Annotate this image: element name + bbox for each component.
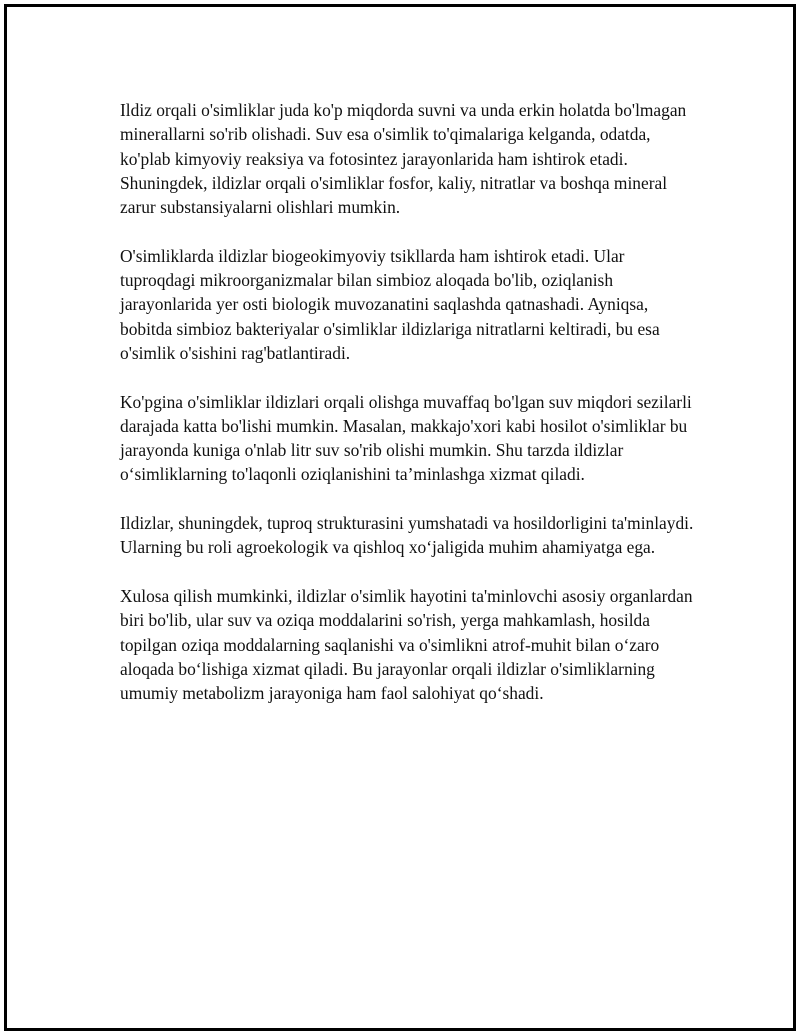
paragraph-3: Ko'pgina o'simliklar ildizlari orqali olishga muvaffaq bo'lgan suv miqdori sezilarli darajada katta bo'lishi mumkin. Masalan, makkajo'xori kabi hosilot o'simliklar bu jarayonda kuniga o'nlab litr suv so'rib olishi mumkin. Shu tarzda ildizlar o‘simliklarning to'laqonli oziqlanishini ta’minlashga xizmat qiladi. (120, 391, 692, 485)
document-body (120, 98, 695, 730)
paragraph-4: Ildizlar, shuningdek, tuproq strukturasini yumshatadi va hosildorligini ta'minlaydi. Ularning bu roli agroekologik va qishloq xo‘jaligida muhim ahamiyatga ega. (120, 513, 694, 558)
paragraph-2: O'simliklarda ildizlar biogeokimyoviy tsikllarda ham ishtirok etadi. Ular tuproqdagi mikroorganizmalar bilan simbioz aloqada bo'lib, oziqlanish jarayonlarida yer osti biologik muvozanatini saqlashda qatnashadi. Ayniqsa, bobitda simbioz bakteriyalar o'simliklar ildizlariga nitratlarni keltiradi, bu esa o'simlik o'sishini rag'batlantiradi. (120, 245, 660, 363)
paragraph-5: Xulosa qilish mumkinki, ildizlar o'simlik hayotini ta'minlovchi asosiy organlardan biri bo'lib, ular suv va oziqa moddalarini so'rish, yerga mahkamlash, hosilda topilgan oziqa moddalarning saqlanishi va o'simlikni atrof-muhit bilan o‘zaro aloqada bo‘lishiga xizmat qiladi. Bu jarayonlar orqali ildizlar o'simliklarning umumiy metabolizm jarayoniga ham faol salohiyat qo‘shadi. (120, 585, 693, 704)
page-frame (4, 4, 796, 1031)
paragraph-1: Ildiz orqali o'simliklar juda ko'p miqdorda suvni va unda erkin holatda bo'lmagan minerallarni so'rib olishadi. Suv esa o'simlik to'qimalariga kelganda, odatda, ko'plab kimyoviy reaksiya va fotosintez jarayonlarida ham ishtirok etadi. Shuningdek, ildizlar orqali o'simliklar fosfor, kaliy, nitratlar va boshqa mineral zarur substansiyalarni olishlari mumkin. (120, 100, 687, 218)
